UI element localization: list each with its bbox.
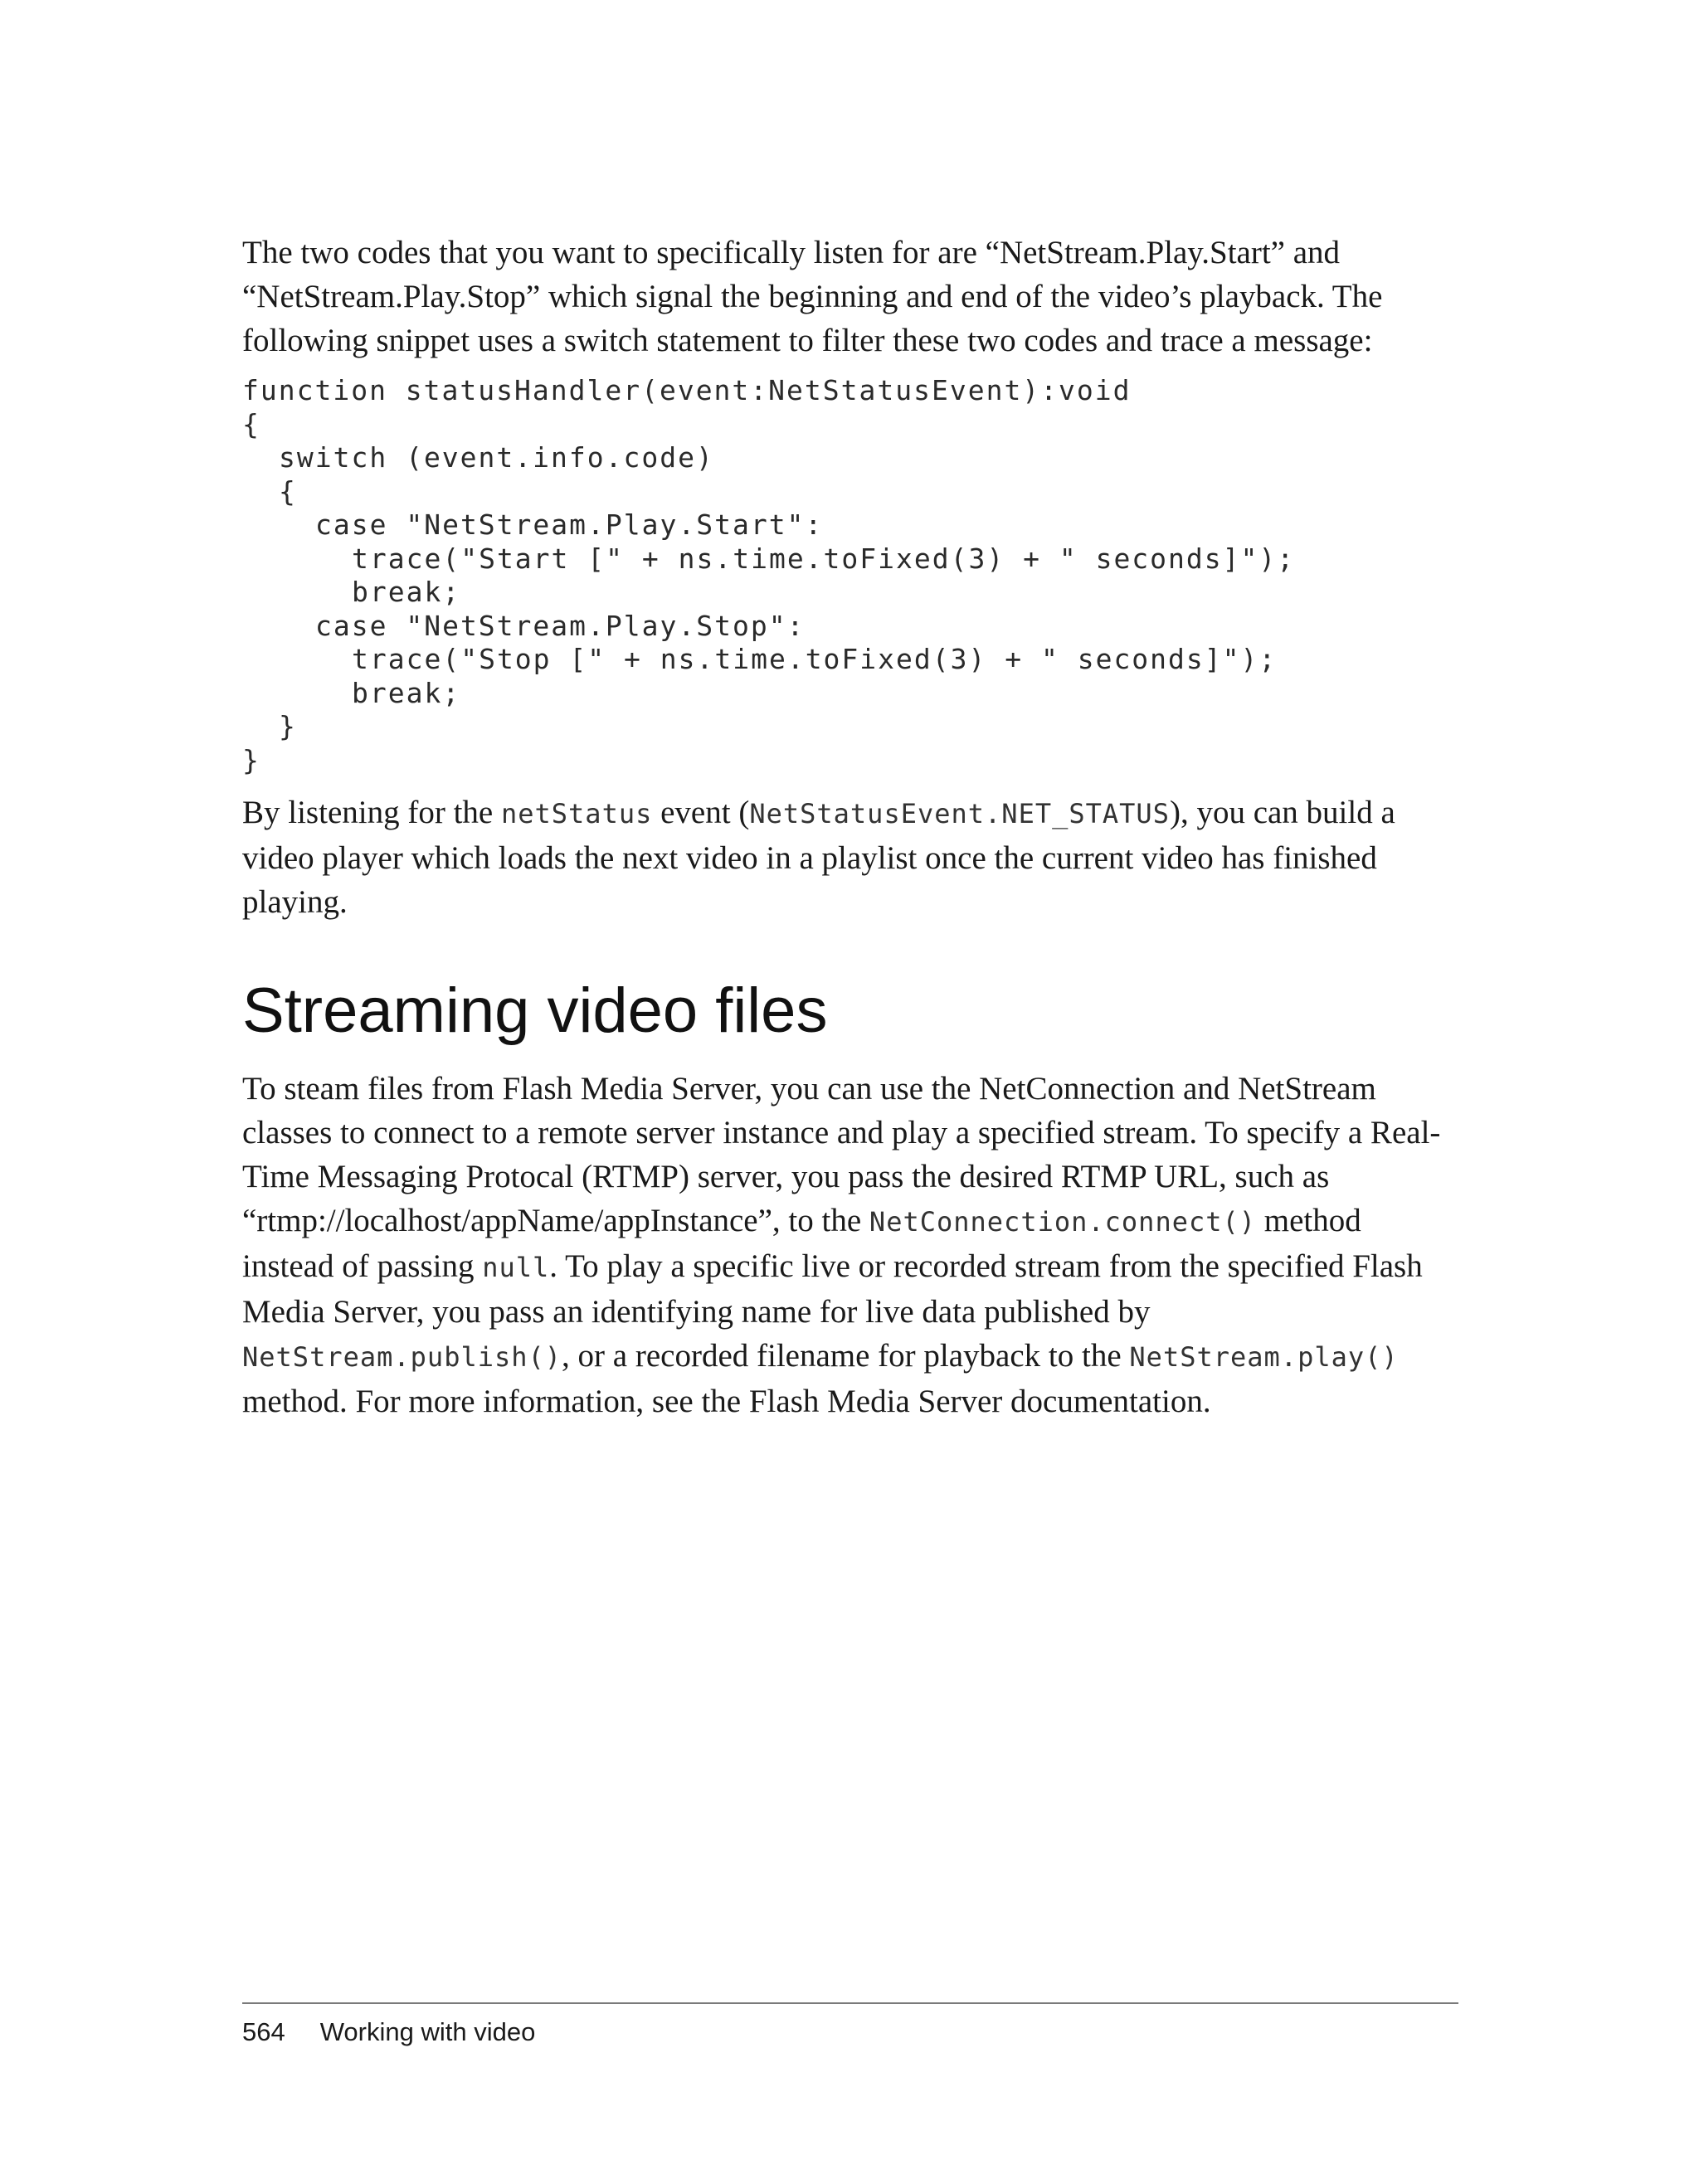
- chapter-title: Working with video: [319, 2017, 536, 2046]
- code-line: break;: [352, 576, 461, 608]
- inline-code: NetStream.play(): [1129, 1341, 1399, 1373]
- code-line: function statusHandler(event:NetStatusEvent):void: [242, 374, 1132, 406]
- page-content: [242, 231, 1458, 1423]
- code-line: trace("Stop [" + ns.time.toFixed(3) + " seconds]");: [352, 643, 1278, 675]
- intro-text: The two codes that you want to specifically listen for are “NetStream.Play.Start” and “NetStream.Play.Stop” which signal the beginning and end of the video’s playback. The following snippet uses a switch statement to filter these two codes and trace a message:: [242, 235, 1383, 358]
- inline-code: netStatus: [500, 798, 653, 829]
- code-line: case "NetStream.Play.Stop":: [315, 609, 806, 642]
- code-line: }: [279, 710, 297, 742]
- paragraph-text: method. For more information, see the Flash Media Server documentation.: [242, 1384, 1211, 1419]
- code-line: }: [242, 743, 260, 776]
- page-footer: [242, 2016, 535, 2049]
- paragraph-text: By listening for the: [242, 795, 501, 830]
- inline-code: NetStream.publish(): [242, 1341, 562, 1373]
- streaming-paragraph: [242, 1067, 1458, 1423]
- paragraph-text: To steam files from Flash Media Server, you can use the NetConnection and NetStream classes to connect to a remote server instance and play a specified stream. To specify a Real-Time Messaging Protocal (RTMP) server, you pass the desired RTMP URL, such as “rtmp://localhost/appName/appInstance”, to the: [242, 1071, 1441, 1238]
- paragraph-text: method instead of passing: [242, 1203, 1361, 1284]
- intro-paragraph: [242, 231, 1458, 362]
- paragraph-text: . To play a specific live or recorded stream from the specified Flash Media Server, you pass an identifying name for live data published by: [242, 1248, 1423, 1330]
- code-line: trace("Start [" + ns.time.toFixed(3) + " seconds]");: [352, 542, 1296, 575]
- page-number: 564: [242, 2017, 285, 2046]
- code-line: {: [279, 474, 297, 508]
- paragraph-text: ), you can build a video player which loads the next video in a playlist once the current video has finished playing.: [242, 795, 1395, 920]
- inline-code: null: [482, 1252, 550, 1283]
- code-snippet: [242, 374, 1458, 777]
- code-line: {: [242, 407, 260, 440]
- paragraph-text: event (: [652, 795, 750, 830]
- inline-code: NetStatusEvent.NET_STATUS: [749, 798, 1170, 829]
- section-heading: Streaming video files: [242, 975, 828, 1046]
- paragraph-text: , or a recorded filename for playback to the: [562, 1338, 1130, 1374]
- code-line: break;: [352, 676, 461, 709]
- code-line: switch (event.info.code): [279, 441, 714, 474]
- code-line: case "NetStream.Play.Start":: [315, 508, 824, 541]
- footer-divider: [242, 2002, 1458, 2004]
- inline-code: NetConnection.connect(): [869, 1206, 1257, 1238]
- after-code-paragraph: [242, 790, 1458, 924]
